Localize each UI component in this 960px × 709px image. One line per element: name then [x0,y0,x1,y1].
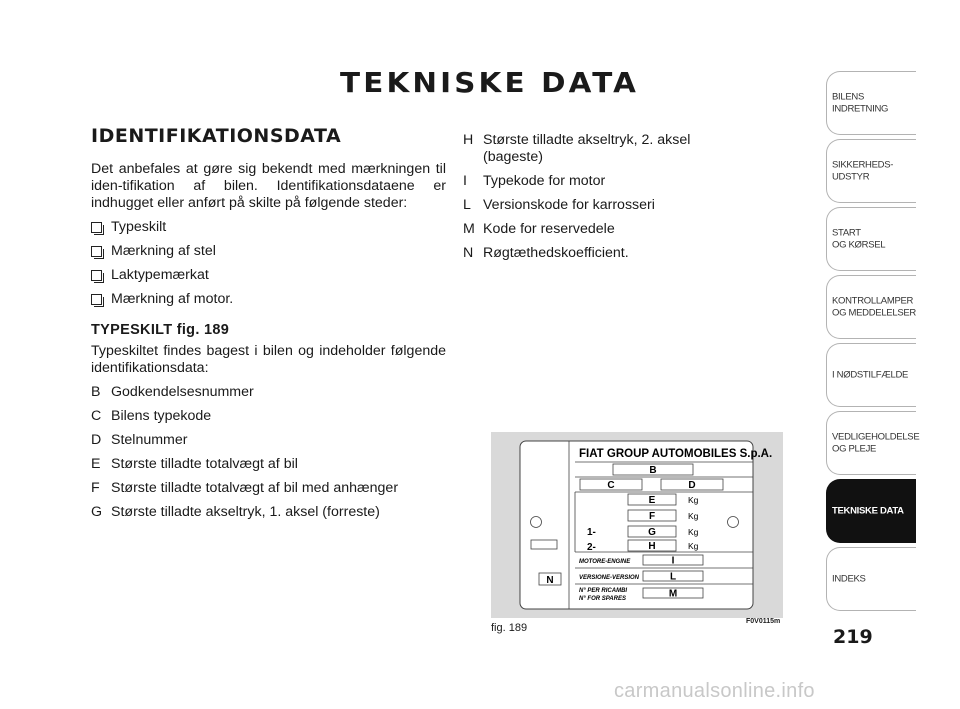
svg-text:E: E [648,495,656,506]
svg-text:G: G [648,527,656,538]
right-column [463,132,763,269]
svg-text:L: L [669,571,677,583]
svg-text:N° FOR SPARES: N° FOR SPARES [579,596,626,602]
list-item: G Største tilladte akseltryk, 1. aksel (forreste) [91,504,380,520]
left-column [91,125,446,528]
svg-text:I: I [671,555,675,567]
checklist-item: Typeskilt [91,219,446,236]
page-title: TEKNISKE DATA [340,66,640,99]
checkbox-icon [91,270,102,281]
checkbox-icon [91,246,102,257]
svg-text:Kg: Kg [688,495,699,505]
plate-header: FIAT GROUP AUTOMOBILES S.p.A. [579,448,773,460]
tab-tekniske-data[interactable]: TEKNISKE DATA [826,479,916,543]
svg-text:VERSIONE-VERSION: VERSIONE-VERSION [579,575,640,581]
checkbox-icon [91,294,102,305]
page-number: 219 [833,626,873,648]
svg-text:2-: 2- [587,542,596,553]
svg-text:Kg: Kg [688,511,699,521]
tab-i-nodstilfaelde[interactable]: I NØDSTILFÆLDE [826,343,916,407]
checklist-item: Mærkning af stel [91,243,446,260]
list-item: C Bilens typekode [91,408,212,424]
checklist-item: Laktypemærkat [91,267,446,284]
svg-text:MOTORE-ENGINE: MOTORE-ENGINE [579,559,631,565]
figure-code: F0V0115m [746,618,781,625]
list-item: E Største tilladte totalvægt af bil [91,456,298,472]
section-title: IDENTIFIKATIONSDATA [91,125,342,147]
tab-indeks[interactable]: INDEKS [826,547,916,611]
svg-text:D: D [688,480,696,491]
svg-text:1-: 1- [587,527,596,538]
svg-text:N° PER RICAMBI: N° PER RICAMBI [579,588,628,594]
checkbox-icon [91,222,102,233]
svg-text:C: C [607,480,615,491]
intro-paragraph: Det anbefales at gøre sig bekendt med mærkningen til iden-tifikation af bilen. Identifikationsdataene er indhugget eller anført på skilte på følgende steder: [91,161,446,211]
svg-text:H: H [648,541,656,552]
checklist-item: Mærkning af motor. [91,291,446,308]
list-item: N Røgtæthedskoefficient. [463,245,629,261]
list-item: L Versionskode for karrosseri [463,197,655,213]
watermark: carmanualsonline.info [614,680,815,702]
figure-189 [491,432,783,618]
svg-text:Kg: Kg [688,527,699,537]
tab-start-og-korsel[interactable]: START OG KØRSEL [826,207,916,271]
plate-n: N [546,575,554,586]
type-plate-illustration [491,432,783,618]
typeskilt-paragraph: Typeskiltet findes bagest i bilen og indeholder følgende identifikationsdata: [91,343,446,376]
tab-sikkerhedsudstyr[interactable]: SIKKERHEDS- UDSTYR [826,139,916,203]
tab-kontrollamper[interactable]: KONTROLLAMPER OG MEDDELELSER [826,275,916,339]
list-item: D Stelnummer [91,432,188,448]
list-item: M Kode for reservedele [463,221,615,237]
tab-vedligeholdelse[interactable]: VEDLIGEHOLDELSE OG PLEJE [826,411,916,475]
svg-text:Kg: Kg [688,541,699,551]
svg-text:B: B [649,465,657,476]
list-item: H Største tilladte akseltryk, 2. aksel (bageste) [463,132,691,165]
tab-bilens-indretning[interactable]: BILENS INDRETNING [826,71,916,135]
list-item: F Største tilladte totalvægt af bil med anhænger [91,480,399,496]
typeskilt-heading: TYPESKILT fig. 189 [91,322,230,338]
list-item: I Typekode for motor [463,173,606,189]
list-item: B Godkendelsesnummer [91,384,254,400]
figure-caption: fig. 189 [491,622,528,634]
svg-text:M: M [668,588,678,600]
svg-text:F: F [648,511,656,522]
